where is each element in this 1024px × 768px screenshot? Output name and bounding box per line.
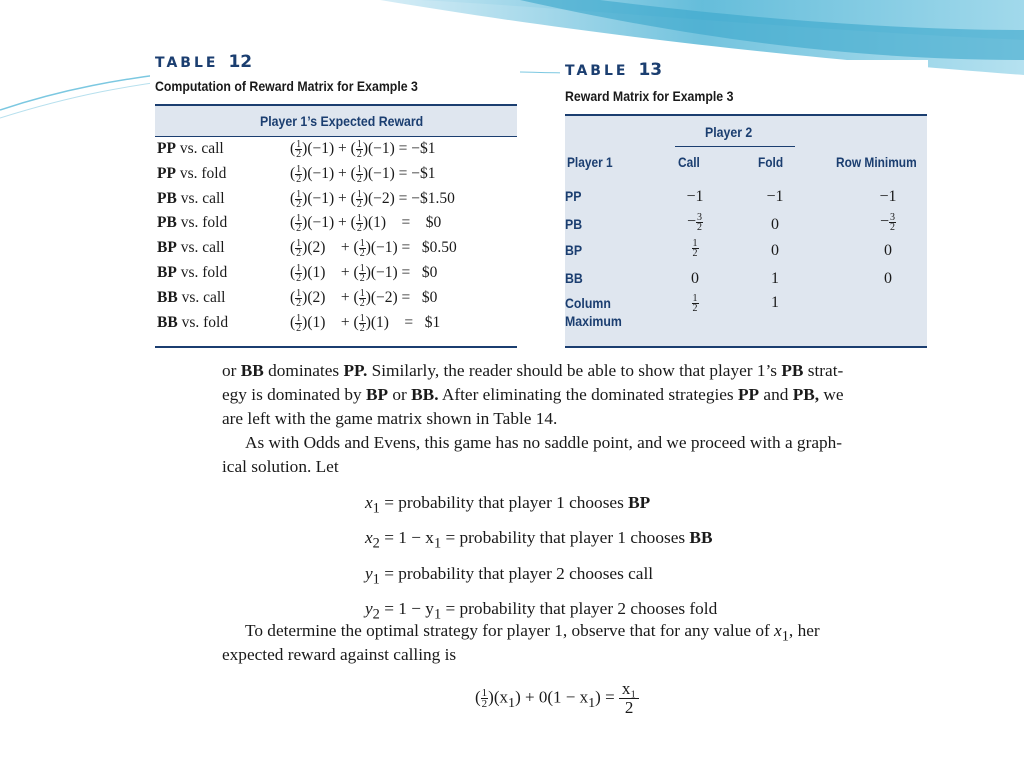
paragraph-line-3: are left with the game matrix shown in Table 14.	[222, 409, 558, 428]
cell-colmax-fold: 1	[771, 294, 779, 311]
paragraph-line-1: or BB dominates PP. Similarly, the reader should be able to show that player 1’s PB strat-	[222, 361, 844, 380]
definition-list	[365, 488, 717, 630]
cell-call: − $\frac{3}{2}$	[686, 212, 703, 233]
row-expression: ( $\frac{1}{2}$ )(2) + ( $\frac{1}{2}$ )(−1) = $0.50	[290, 238, 457, 260]
table-row-colmax	[565, 294, 927, 338]
table-12-caption: Computation of Reward Matrix for Example 3	[155, 78, 418, 94]
table-row	[565, 240, 927, 266]
col-fold-heading: Fold	[758, 154, 784, 170]
cell-rowmin: 0	[884, 270, 892, 287]
table-12-header	[155, 104, 517, 137]
table-row	[565, 214, 927, 240]
row-label: BP vs. call	[157, 239, 225, 257]
row-label: PB vs. call	[157, 189, 225, 207]
cell-fold: 1	[771, 270, 779, 287]
table-13-number: 13	[638, 60, 663, 80]
row-expression: ( $\frac{1}{2}$ )(−1) + ( $\frac{1}{2}$ )(−2) = −$1.50	[290, 188, 455, 210]
expected-reward-equation: ( $\frac{1}{2}$ )$(x_1) + 0(1 - x_1)$ = $\frac{\text{x₁}}{2}$	[475, 680, 639, 717]
row-label: PP vs. call	[157, 140, 224, 157]
paragraph-line-5: ical solution. Let	[222, 457, 339, 476]
cell-call: $\frac{1}{2}$	[692, 238, 698, 259]
definition-y1: $y_1$ = probability that player 2 chooses call	[365, 563, 654, 588]
colmax-label: Column Maximum	[565, 295, 622, 329]
row-expression: ( $\frac{1}{2}$ )(1) + ( $\frac{1}{2}$ )(−1) = $0	[290, 263, 438, 284]
row-expression: ( $\frac{1}{2}$ )(−1) + ( $\frac{1}{2}$ )(1) = $0	[290, 213, 442, 235]
cell-fold: 0	[771, 216, 779, 233]
table-row	[157, 165, 517, 189]
row-label: BB vs. call	[157, 288, 226, 306]
definition-y2: $y_2 = 1 - y_1$ = probability that player 2 chooses fold	[365, 599, 718, 623]
row-expression: ( $\frac{1}{2}$ )(1) + ( $\frac{1}{2}$ )(1) = $1	[290, 312, 441, 334]
table-row	[157, 264, 517, 288]
cell-call: 0	[691, 270, 699, 287]
row-label: BB vs. fold	[157, 313, 229, 331]
row-label: PP	[565, 188, 582, 204]
cell-fold: 0	[771, 242, 779, 259]
player2-rule	[675, 146, 795, 147]
table-13-body	[565, 182, 927, 348]
row-expression: ( $\frac{1}{2}$ )(−1) + ( $\frac{1}{2}$ )(−1) = −$1	[290, 139, 436, 160]
player1-heading: Player 1	[567, 154, 613, 170]
col-rowmin-heading: Row Minimum	[836, 154, 917, 170]
definition-x2: $x_2 = 1 - x_1$ = probability that player 1 chooses BB	[365, 528, 713, 552]
cell-rowmin: − $\frac{3}{2}$	[879, 212, 896, 233]
paragraph-line-7: expected reward against calling is	[222, 645, 457, 664]
table-row	[565, 186, 927, 212]
table-row	[157, 289, 517, 313]
table-12-word: TABLE	[155, 55, 219, 71]
table-12-number: 12	[228, 52, 253, 72]
table-13	[560, 60, 928, 348]
col-call-heading: Call	[678, 154, 700, 170]
row-label: PB vs. fold	[157, 214, 228, 232]
row-label: BB	[565, 270, 583, 286]
table-row	[157, 140, 517, 164]
row-expression: ( $\frac{1}{2}$ )(2) + ( $\frac{1}{2}$ )(−2) = $0	[290, 287, 438, 309]
table-row	[157, 190, 517, 214]
table-row	[157, 314, 517, 338]
table-row	[565, 268, 927, 294]
row-label: PB	[565, 216, 583, 232]
cell-fold: −1	[766, 188, 784, 205]
paragraph-line-2: egy is dominated by BP or BB. After eliminating the dominated strategies PP and PB, we	[222, 385, 844, 404]
row-label: BP	[565, 242, 583, 258]
table-12	[150, 48, 520, 348]
table-13-word: TABLE	[565, 63, 629, 79]
table-13-caption: Reward Matrix for Example 3	[565, 88, 734, 104]
cell-call: −1	[686, 188, 704, 205]
paragraph-line-6: To determine the optimal strategy for player 1, observe that for any value of $x_1$, her	[245, 621, 820, 645]
row-label: BP vs. fold	[157, 264, 228, 281]
table-12-header-label: Player 1’s Expected Reward	[260, 113, 424, 129]
table-row	[157, 214, 517, 238]
cell-rowmin: 0	[884, 242, 892, 259]
player2-heading: Player 2	[705, 124, 753, 140]
table-13-header	[565, 114, 927, 183]
table-12-body	[155, 136, 517, 348]
paragraph-line-4: As with Odds and Evens, this game has no saddle point, and we proceed with a graph-	[245, 433, 843, 452]
table-row	[157, 239, 517, 263]
row-label: PP vs. fold	[157, 164, 227, 182]
row-expression: ( $\frac{1}{2}$ )(−1) + ( $\frac{1}{2}$ )(−1) = −$1	[290, 163, 436, 185]
cell-rowmin: −1	[879, 188, 897, 205]
cell-colmax-call: $\frac{1}{2}$	[692, 293, 698, 314]
definition-x1: $x_1$ = probability that player 1 chooses BP	[365, 493, 651, 517]
